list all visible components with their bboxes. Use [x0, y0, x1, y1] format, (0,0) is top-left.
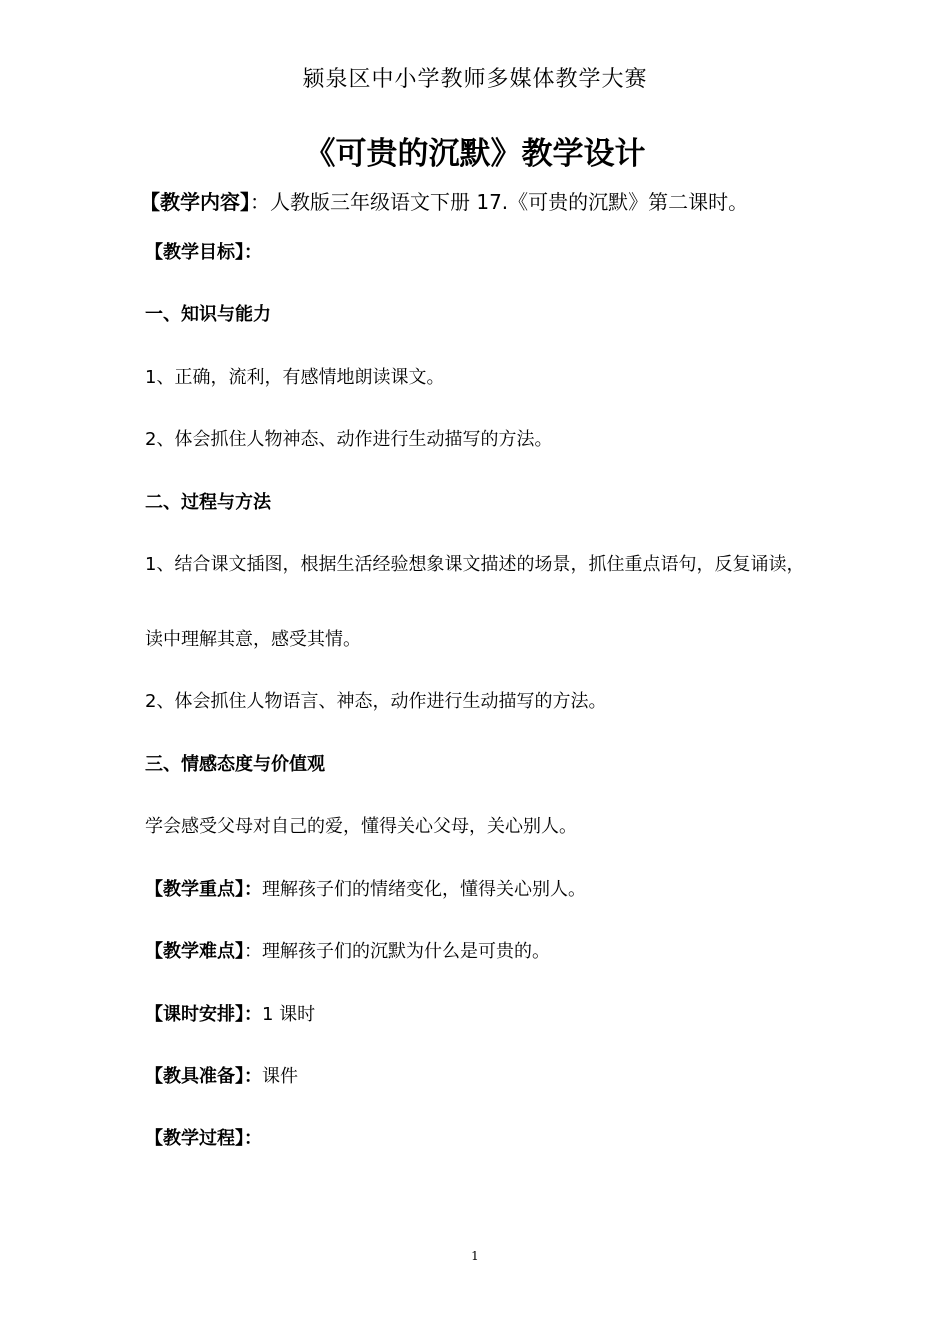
document-title: 《可贵的沉默》教学设计: [304, 136, 646, 172]
tools-text: 课件: [262, 1066, 298, 1087]
section-knowledge-title: 一、知识与能力: [145, 304, 271, 325]
process-method-item-2: 2、体会抓住人物语言、神态，动作进行生动描写的方法。: [145, 691, 607, 712]
teaching-content-label: 【教学内容】: [140, 190, 250, 214]
difficulty-label: 【教学难点】: [145, 941, 244, 962]
teaching-goals-label: 【教学目标】：: [145, 242, 262, 263]
knowledge-item-1: 1、正确，流利，有感情地朗读课文。: [145, 367, 445, 388]
teaching-content-sep: ：: [250, 190, 270, 214]
difficulty-line: [145, 937, 550, 963]
difficulty-sep: ：: [244, 941, 262, 962]
process-method-item-1a: 1、结合课文插图，根据生活经验想象课文描述的场景，抓住重点语句，反复诵读，: [145, 554, 805, 575]
page-header: 颍泉区中小学教师多媒体教学大赛: [302, 67, 648, 92]
difficulty-text: 理解孩子们的沉默为什么是可贵的。: [262, 941, 550, 962]
key-point-line: [145, 875, 586, 901]
key-point-text: 理解孩子们的情绪变化，懂得关心别人。: [262, 879, 586, 900]
process-method-item-1b: 读中理解其意，感受其情。: [145, 629, 361, 650]
page-number: 1: [471, 1249, 479, 1263]
section-emotion-title: 三、情感态度与价值观: [145, 754, 325, 775]
schedule-text: 1 课时: [262, 1004, 316, 1025]
knowledge-item-2: 2、体会抓住人物神态、动作进行生动描写的方法。: [145, 429, 553, 450]
schedule-line: [145, 1000, 315, 1026]
tools-label: 【教具准备】：: [145, 1066, 262, 1087]
teaching-content-text: 人教版三年级语文下册 17.《可贵的沉默》第二课时。: [270, 190, 749, 214]
teaching-content-line: [140, 186, 748, 215]
tools-line: [145, 1062, 298, 1088]
schedule-label: 【课时安排】：: [145, 1004, 262, 1025]
teaching-process-label: 【教学过程】：: [145, 1128, 262, 1149]
key-point-label: 【教学重点】：: [145, 879, 262, 900]
section-process-method-title: 二、过程与方法: [145, 492, 271, 513]
emotion-item-1: 学会感受父母对自己的爱，懂得关心父母，关心别人。: [145, 816, 577, 837]
